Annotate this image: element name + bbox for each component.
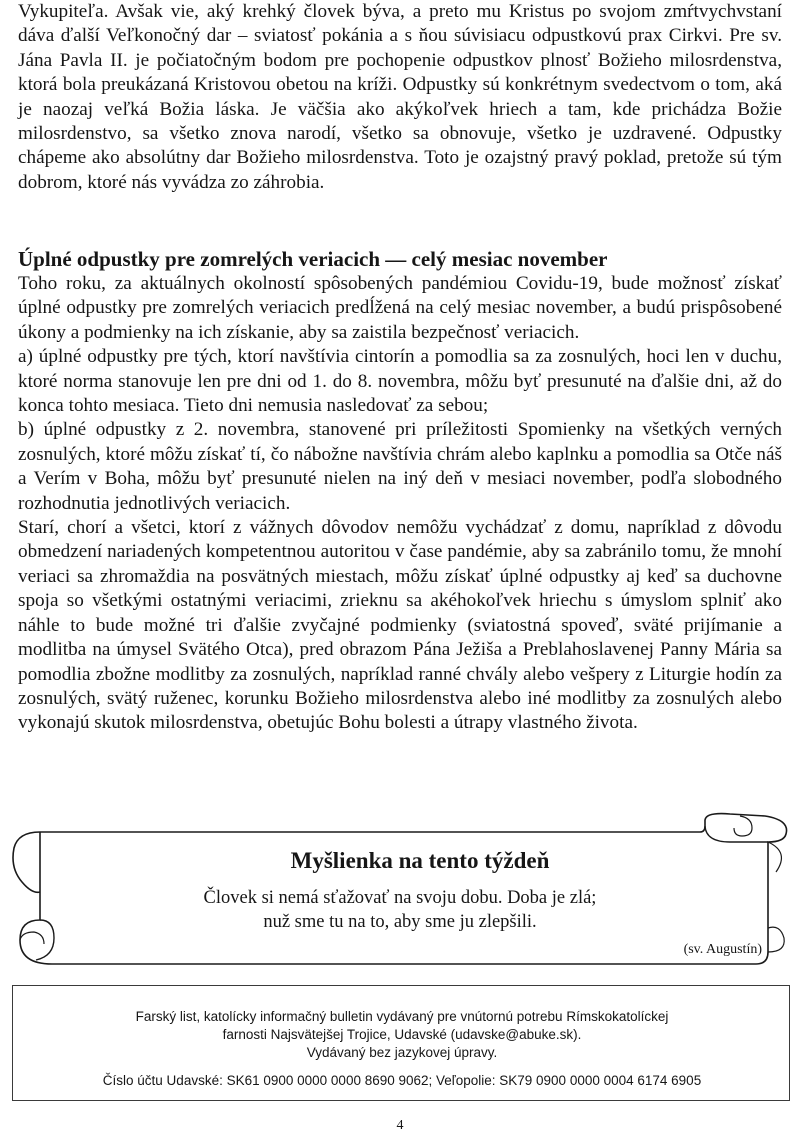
section-body [18,272,782,736]
footer-line-accounts: Číslo účtu Udavské: SK61 0900 0000 0000 8690 9062; Veľopolie: SK79 0900 0000 0004 6174 6905 [102,1073,702,1088]
thought-quote-line-2: nuž sme tu na to, aby sme ju zlepšili. [263,912,537,932]
footer-line-no-edit: Vydávaný bez jazykovej úpravy. [306,1045,498,1060]
paragraph-elderly-sick: Starí, chorí a všetci, ktorí z vážnych dôvodov nemôžu vychádzať z domu, napríklad z dôvodu obmedzení nariadených kompetentnou autoritou v čase pandémie, aby sa zabránilo tomu, že mnohí veriaci sa zhromaždia na posvätných miestach, môžu získať úplné odpustky aj keď sa duchovne spoja so všetkými ostatnými veriacimi, zrieknu sa akéhokoľvek hriechu s úmyslom splniť ako náhle to bude možné tri ďalšie zvyčajné podmienky (sviatostná spoveď, sväté prijímanie a modlitba na úmysel Svätého Otca), pred obrazom Pána Ježiša a Preblahoslavenej Panny Mária sa pomodlia zbožne modlitby za zosnulých, napríklad ranné chvály alebo vešpery z Liturgie hodín za zosnulých, svätý ruženec, korunku Božieho milosrdenstva alebo iné modlitby za zosnulých alebo vykonajú skutok milosrdenstva, obetujúc Bohu bolesti a útrapy vlastného života. [18,517,782,734]
intro-paragraph: Vykupiteľa. Avšak vie, aký krehký človek býva, a preto mu Kristus po svojom zmŕtvychvstaní dáva ďalší Veľkonočný dar – sviatosť pokánia a s ňou súvisiacu odpustkovú prax Cirkvi. Pre sv. Jána Pavla II. je počiatočným bodom pre pochopenie odpustkov plnosť Božieho milosrdenstva, ktorá bola preukázaná Kristovou obetou na kríži. Odpustky sú konkrétnym svedectvom o tom, aká je naozaj veľká Božia láska. Je väčšia ako akýkoľvek hriech a tam, kde prichádza Božie milosrdenstvo, sa všetko znova narodí, všetko sa obnovuje, všetko je uzdravené. Odpustky chápeme ako absolútny dar Božieho milosrdenstva. Toto je ozajstný pravý poklad, pretože sú tým dobrom, ktoré nás vyvádza zo záhrobia. [18,1,782,193]
paragraph-church-visit: b) úplné odpustky z 2. novembra, stanovené pri príležitosti Spomienky na všetkých verných zosnulých, ktoré môžu získať tí, čo nábožne navštívia chrám alebo kaplnku a pomodlia sa Otče náš a Verím v Boha, môžu byť presunuté nielen na iný deň v mesiaci november, podľa slobodného rozhodnutia jednotlivých veriacich. [18,419,782,514]
footer-line-bulletin: Farský list, katolícky informačný bulletin vydávaný pre vnútornú potrebu Rímskokatolíckej [135,1009,669,1024]
page-number: 4 [396,1118,404,1133]
thought-quote-line-1: Človek si nemá sťažovať na svoju dobu. Doba je zlá; [203,888,597,908]
footer-line-parish: farnosti Najsvätejšej Trojice, Udavské (udavske@abuke.sk). [222,1027,582,1042]
paragraph-cemetery-visit: a) úplné odpustky pre tých, ktorí navštívia cintorín a pomodlia sa za zosnulých, hoci len v duchu, ktoré norma stanovuje len pre dni od 1. do 8. novembra, môžu byť presunuté na ďalšie dni, až do konca tohto mesiaca. Tieto dni nemusia nasledovať za sebou; [18,346,782,417]
thought-title: Myšlienka na tento týždeň [290,848,550,873]
thought-author: (sv. Augustín) [683,942,762,957]
thought-scroll-banner [0,812,800,972]
section-heading: Úplné odpustky pre zomrelých veriacich — celý mesiac november [18,247,608,271]
footer-box [12,985,790,1101]
paragraph-covid-extension: Toho roku, za aktuálnych okolností spôsobených pandémiou Covidu-19, bude možnosť získať úplné odpustky pre zomrelých veriacich predĺžená na celý mesiac november, a budú prispôsobené úkony a podmienky na ich získanie, aby sa zaistila bezpečnosť veriacich. [18,273,782,343]
